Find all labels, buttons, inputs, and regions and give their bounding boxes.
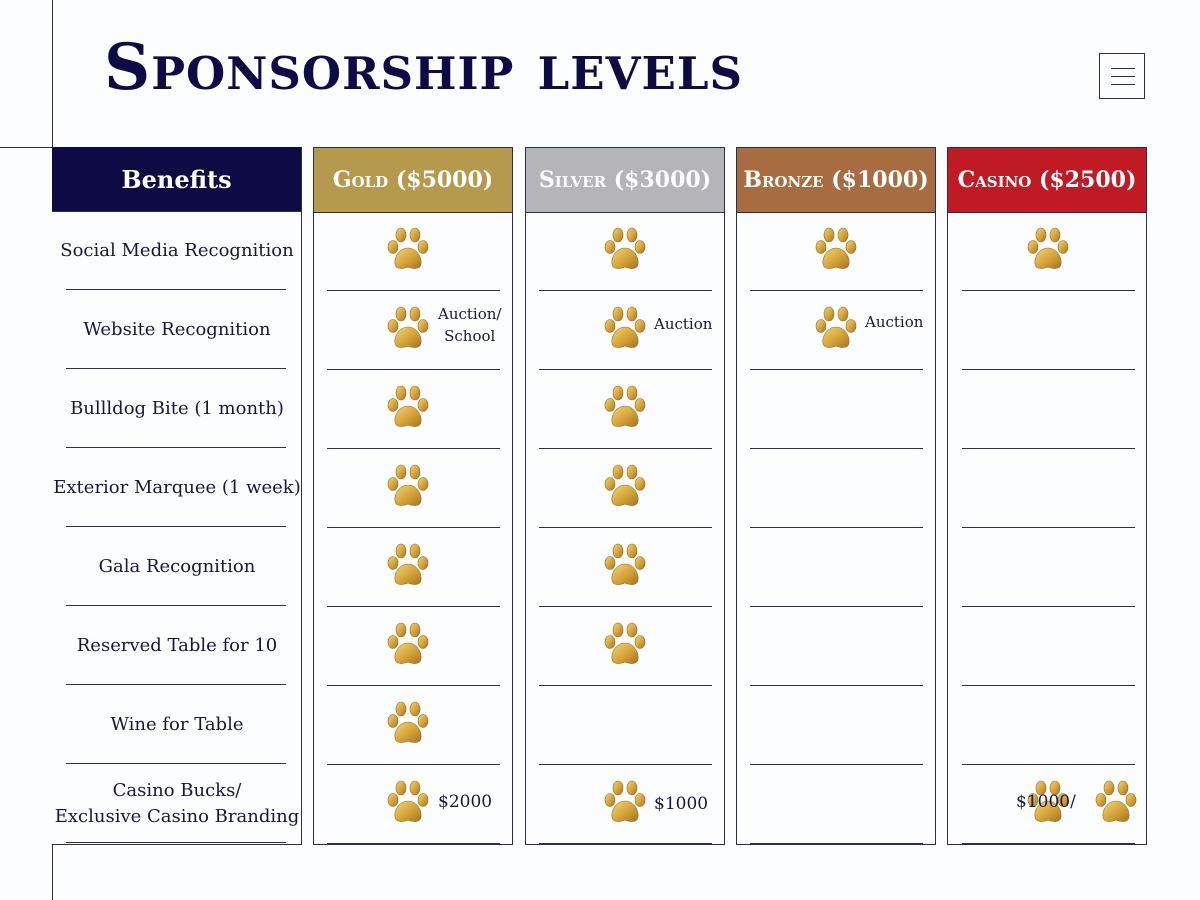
paw-icon <box>814 305 858 351</box>
benefit-row <box>52 685 302 764</box>
gold-cell <box>314 528 514 607</box>
paw-icon <box>386 463 430 509</box>
casino-cell <box>948 528 1148 607</box>
casino-cell <box>948 765 1148 844</box>
casino-cell <box>948 291 1148 370</box>
paw-icon <box>603 463 647 509</box>
silver-tier-header: Silver ($3000) <box>526 148 724 213</box>
benefit-note: $1000/ <box>1016 792 1076 812</box>
paw-icon <box>1026 226 1070 272</box>
benefit-label: Bullldog Bite (1 month) <box>70 397 284 419</box>
benefit-label: Reserved Table for 10 <box>76 634 278 656</box>
benefit-label: Social Media Recognition <box>60 239 294 261</box>
benefit-row <box>52 606 302 685</box>
casino-cell <box>948 212 1148 291</box>
paw-icon <box>1094 779 1138 825</box>
row-divider <box>539 843 712 844</box>
silver-cell <box>526 212 726 291</box>
benefit-note: Auction/ School <box>438 305 502 345</box>
silver-cell <box>526 291 726 370</box>
bronze-cell <box>737 686 937 765</box>
benefit-row <box>52 448 302 527</box>
paw-icon <box>603 226 647 272</box>
paw-icon <box>386 542 430 588</box>
silver-cell <box>526 765 726 844</box>
benefit-note: $2000 <box>438 792 493 812</box>
casino-cell <box>948 370 1148 449</box>
benefit-row <box>52 290 302 369</box>
hamburger-icon-bar <box>1111 76 1135 77</box>
row-divider <box>750 843 923 844</box>
bronze-cell <box>737 528 937 607</box>
casino-cell <box>948 686 1148 765</box>
paw-icon <box>386 305 430 351</box>
paw-icon <box>814 226 858 272</box>
benefit-row <box>52 211 302 290</box>
benefit-note: $1000 <box>654 794 709 814</box>
benefit-label: Exterior Marquee (1 week) <box>53 476 301 498</box>
bronze-cell <box>737 765 937 844</box>
casino-cell <box>948 449 1148 528</box>
gold-tier-header: Gold ($5000) <box>314 148 512 213</box>
gold-cell <box>314 449 514 528</box>
paw-icon <box>603 384 647 430</box>
paw-icon <box>386 226 430 272</box>
silver-column <box>525 147 725 845</box>
row-divider <box>66 842 286 843</box>
casino-cell <box>948 607 1148 686</box>
page-title: Sponsorship levels <box>104 30 743 105</box>
row-divider <box>962 843 1135 844</box>
bronze-tier-header: Bronze ($1000) <box>737 148 935 213</box>
silver-cell <box>526 528 726 607</box>
gold-cell <box>314 686 514 765</box>
casino-tier-header: Casino ($2500) <box>948 148 1146 213</box>
benefits-header: Benefits <box>52 147 301 212</box>
bronze-column <box>736 147 936 845</box>
benefit-row <box>52 527 302 606</box>
paw-icon <box>603 542 647 588</box>
gold-cell <box>314 765 514 844</box>
benefit-row <box>52 764 302 843</box>
paw-icon <box>603 305 647 351</box>
gold-column <box>313 147 513 845</box>
paw-icon <box>386 700 430 746</box>
benefits-column <box>52 147 302 845</box>
benefit-label: Wine for Table <box>110 713 244 735</box>
gold-cell <box>314 212 514 291</box>
bronze-cell <box>737 370 937 449</box>
gold-cell <box>314 291 514 370</box>
silver-cell <box>526 607 726 686</box>
paw-icon <box>603 779 647 825</box>
gold-cell <box>314 370 514 449</box>
casino-column <box>947 147 1147 845</box>
paw-icon <box>386 621 430 667</box>
paw-icon <box>386 384 430 430</box>
benefit-label: Gala Recognition <box>98 555 256 577</box>
bronze-cell <box>737 607 937 686</box>
row-divider <box>327 843 500 844</box>
hamburger-icon-bar <box>1111 84 1135 85</box>
benefit-label: Casino Bucks/ Exclusive Casino Branding <box>54 779 300 827</box>
bronze-cell <box>737 212 937 291</box>
paw-icon <box>603 621 647 667</box>
paw-icon <box>386 779 430 825</box>
menu-button[interactable] <box>1099 53 1145 99</box>
benefit-note: Auction <box>654 315 713 333</box>
header-guide-line <box>0 147 54 148</box>
bronze-cell <box>737 291 937 370</box>
silver-cell <box>526 686 726 765</box>
silver-cell <box>526 370 726 449</box>
gold-cell <box>314 607 514 686</box>
benefit-row <box>52 369 302 448</box>
bronze-cell <box>737 449 937 528</box>
silver-cell <box>526 449 726 528</box>
benefit-label: Website Recognition <box>83 318 271 340</box>
hamburger-icon-bar <box>1111 68 1135 69</box>
benefit-note: Auction <box>865 313 924 331</box>
